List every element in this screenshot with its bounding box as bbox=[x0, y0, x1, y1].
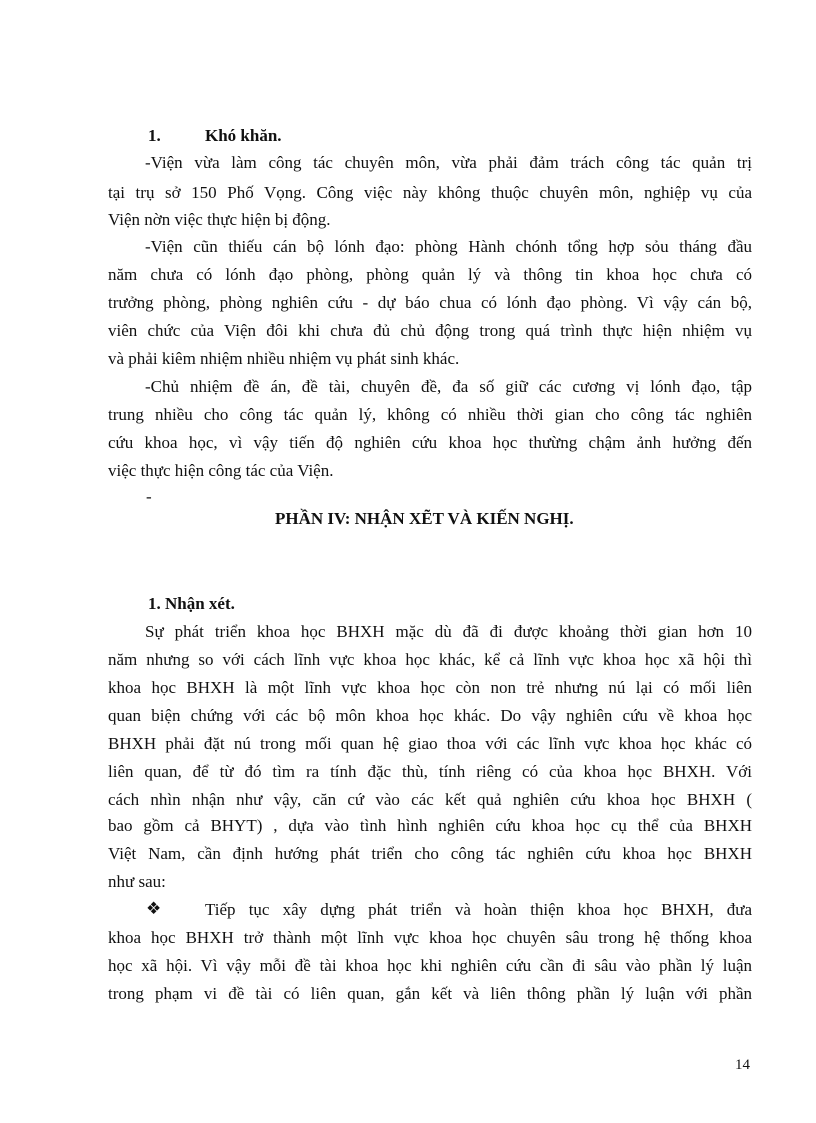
text-line: -Chủ nhiệm đề án, đề tài, chuyên đề, đa số giữ các cương vị lónh đạo, tập bbox=[145, 377, 752, 396]
text-line: năm nhưng so với cách lĩnh vực khoa học khác, kể cả lĩnh vực khoa học xã hội thì bbox=[108, 650, 752, 669]
text-line: viên chức của Viện đôi khi chưa đủ chủ động trong quá trình thực hiện nhiệm vụ bbox=[108, 321, 752, 340]
bullet-diamond-icon: ❖ bbox=[146, 899, 162, 918]
text-line: trong phạm vi đề tài có liên quan, gắn kết và liên thông phần lý luận với phần bbox=[108, 984, 752, 1003]
text-line: cứu khoa học, vì vậy tiến độ nghiên cứu khoa học thưừng chậm ảnh hưởng đến bbox=[108, 433, 752, 452]
stray-dash: - bbox=[146, 487, 152, 506]
text-line: cách nhìn nhận như vậy, căn cứ vào các kết quả nghiên cứu khoa học BHXH ( bbox=[108, 790, 752, 809]
text-line: khoa học BHXH trở thành một lĩnh vực khoa học chuyên sâu trong hệ thống khoa bbox=[108, 928, 752, 947]
text-line: Tiếp tục xây dựng phát triển và hoàn thiện khoa học BHXH, đưa bbox=[205, 900, 752, 919]
section-heading-difficulties: Khó khăn. bbox=[205, 126, 282, 145]
text-line: Việt Nam, cần định hướng phát triển cho công tác nghiên cứu khoa học BHXH bbox=[108, 844, 752, 863]
text-line: liên quan, để từ đó tìm ra tính đặc thù, tính riêng có của khoa học BHXH. Với bbox=[108, 762, 752, 781]
page-number: 14 bbox=[735, 1057, 750, 1073]
text-line: quan biện chứng với các bộ môn khoa học khác. Do vậy nghiên cứu về khoa học bbox=[108, 706, 752, 725]
text-line: tại trụ sở 150 Phố Vọng. Công việc này không thuộc chuyên môn, nghiệp vụ của bbox=[108, 183, 752, 202]
section-number: 1. bbox=[148, 126, 161, 145]
text-line: và phải kiêm nhiệm nhiều nhiệm vụ phát sinh khác. bbox=[108, 349, 460, 368]
text-line: Viện nờn việc thực hiện bị động. bbox=[108, 210, 331, 229]
text-line: -Viện cũn thiếu cán bộ lónh đạo: phòng Hành chónh tổng hợp sỏu tháng đầu bbox=[145, 237, 752, 256]
text-line: việc thực hiện công tác của Viện. bbox=[108, 461, 334, 480]
text-line: học xã hội. Vì vậy mỗi đề tài khoa học khi nghiên cứu cần đi sâu vào phần lý luận bbox=[108, 956, 752, 975]
part-title: PHẦN IV: NHẬN XẼT VÀ KIẾN NGHỊ. bbox=[275, 509, 574, 528]
text-line: BHXH phải đặt nú trong mối quan hệ giao thoa với các lĩnh vực khoa học khác có bbox=[108, 734, 752, 753]
text-line: trưởng phòng, phòng nghiên cứu - dự báo chua có lónh đạo phòng. Vì vậy cán bộ, bbox=[108, 293, 752, 312]
text-line: trung nhiều cho công tác quản lý, không có nhiều thời gian cho công tác nghiên bbox=[108, 405, 752, 424]
text-line: năm chưa có lónh đạo phòng, phòng quản lý và thông tin khoa học chưa có bbox=[108, 265, 752, 284]
text-line: Sự phát triển khoa học BHXH mặc dù đã đi được khoảng thời gian hơn 10 bbox=[145, 622, 752, 641]
text-line: như sau: bbox=[108, 872, 166, 891]
text-line: bao gồm cả BHYT) , dựa vào tình hình nghiên cứu khoa học cụ thể của BHXH bbox=[108, 816, 752, 835]
section-heading-remarks: 1. Nhận xét. bbox=[148, 594, 235, 613]
text-line: khoa học BHXH là một lĩnh vực khoa học còn non trẻ nhưng nú lại có mối liên bbox=[108, 678, 752, 697]
text-line: -Viện vừa làm công tác chuyên môn, vừa phải đảm trách công tác quản trị bbox=[145, 153, 752, 172]
